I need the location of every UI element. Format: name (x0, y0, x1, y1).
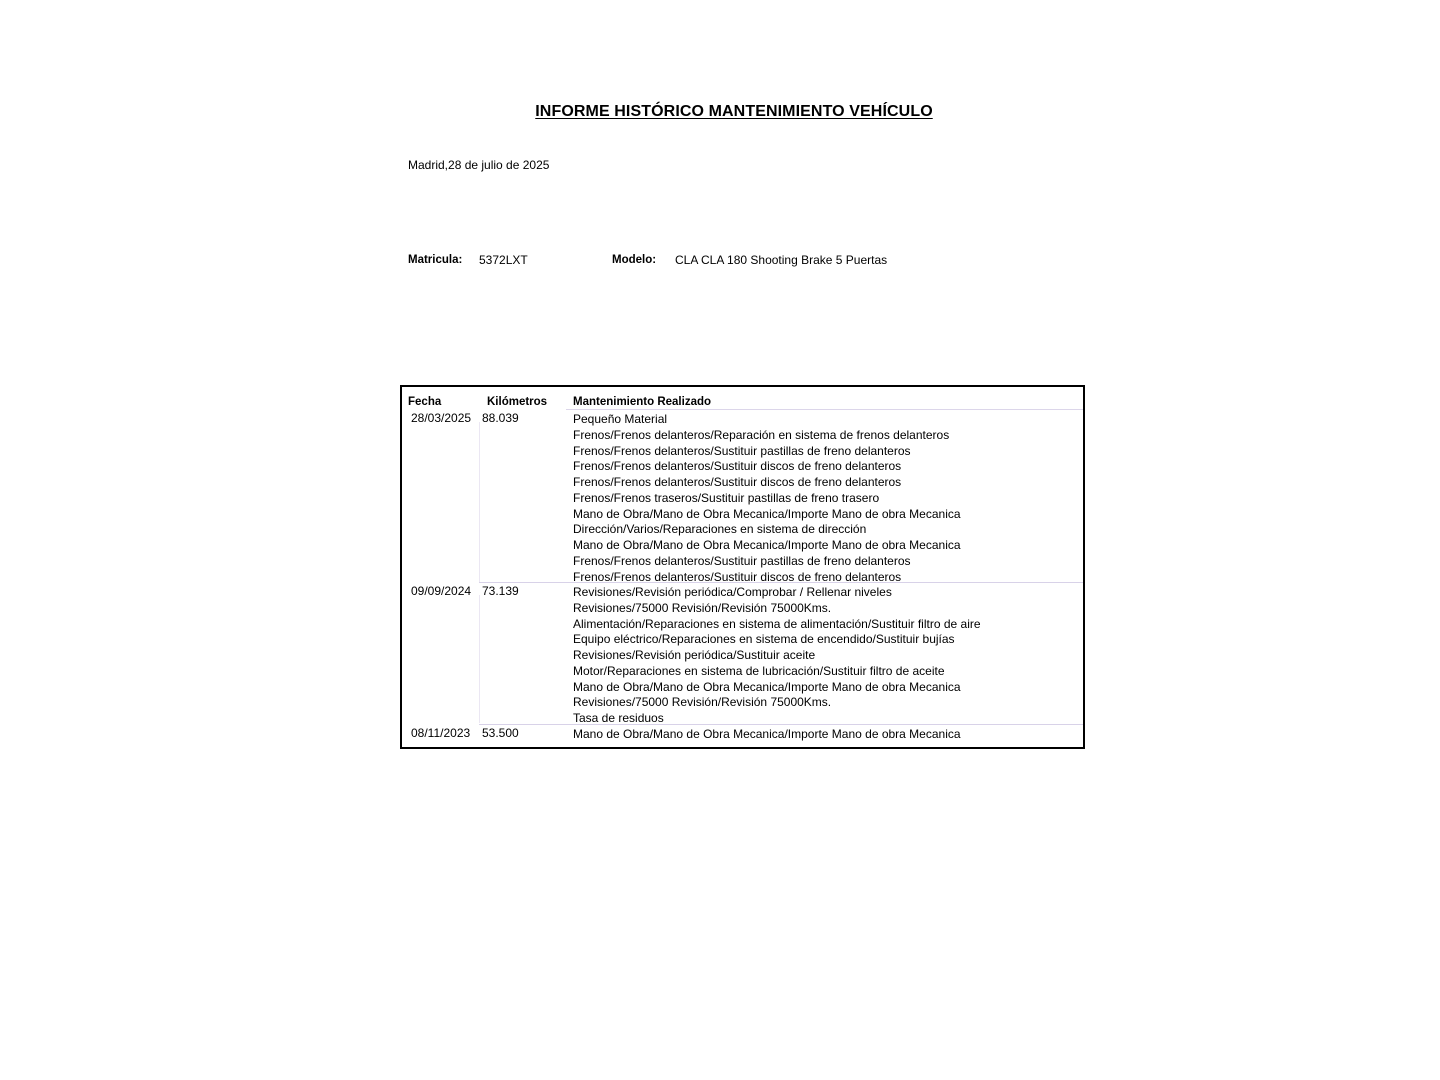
maintenance-table (400, 385, 1085, 749)
row-km: 53.500 (482, 726, 519, 740)
row-km: 88.039 (482, 411, 519, 425)
list-item: Tasa de residuos (573, 711, 664, 725)
list-item: Mano de Obra/Mano de Obra Mecanica/Importe Mano de obra Mecanica (573, 679, 961, 694)
row-date: 28/03/2025 (411, 411, 472, 425)
model-label: Modelo: (612, 254, 657, 266)
row-work-list (573, 412, 961, 585)
header-date: Fecha (408, 396, 442, 408)
row-work-list (573, 585, 981, 727)
column-divider (479, 595, 480, 723)
header-work: Mantenimiento Realizado (573, 396, 712, 408)
list-item: Frenos/Frenos delanteros/Sustituir pastillas de freno delanteros (573, 443, 911, 458)
row-work-list (573, 727, 961, 743)
list-item: Mano de Obra/Mano de Obra Mecanica/Importe Mano de obra Mecanica (573, 506, 961, 521)
list-item: Revisiones/75000 Revisión/Revisión 75000Kms. (573, 600, 832, 615)
table-row-group (402, 410, 1083, 583)
list-item: Alimentación/Reparaciones en sistema de alimentación/Sustituir filtro de aire (573, 616, 981, 631)
list-item: Frenos/Frenos traseros/Sustituir pastillas de freno trasero (573, 490, 880, 505)
list-item: Pequeño Material (573, 412, 668, 426)
plate-label: Matricula: (408, 254, 463, 266)
report-title: INFORME HISTÓRICO MANTENIMIENTO VEHÍCULO (535, 103, 933, 120)
header-km: Kilómetros (487, 396, 548, 408)
row-date: 09/09/2024 (411, 584, 472, 598)
list-item: Mano de Obra/Mano de Obra Mecanica/Importe Mano de obra Mecanica (573, 538, 961, 552)
list-item: Revisiones/Revisión periódica/Sustituir aceite (573, 648, 816, 662)
list-item: Mano de Obra/Mano de Obra Mecanica/Importe Mano de obra Mecanica (573, 727, 961, 741)
column-divider (479, 422, 480, 582)
list-item: Frenos/Frenos delanteros/Sustituir discos de freno delanteros (573, 569, 902, 584)
row-km: 73.139 (482, 584, 519, 598)
list-item: Frenos/Frenos delanteros/Sustituir discos de freno delanteros (573, 475, 902, 489)
list-item: Frenos/Frenos delanteros/Reparación en sistema de frenos delanteros (573, 427, 950, 442)
list-item: Motor/Reparaciones en sistema de lubricación/Sustituir filtro de aceite (573, 663, 945, 678)
table-row-group (402, 725, 1083, 747)
model-value: CLA CLA 180 Shooting Brake 5 Puertas (675, 253, 888, 267)
list-item: Equipo eléctrico/Reparaciones en sistema de encendido/Sustituir bujías (573, 632, 955, 647)
place-and-date: Madrid,28 de julio de 2025 (408, 158, 550, 172)
list-item: Frenos/Frenos delanteros/Sustituir discos de freno delanteros (573, 459, 902, 474)
list-item: Revisiones/75000 Revisión/Revisión 75000Kms. (573, 695, 832, 710)
list-item: Frenos/Frenos delanteros/Sustituir pastillas de freno delanteros (573, 553, 911, 568)
list-item: Dirección/Varios/Reparaciones en sistema de dirección (573, 522, 867, 537)
row-date: 08/11/2023 (411, 726, 471, 740)
plate-value: 5372LXT (479, 253, 528, 267)
list-item: Revisiones/Revisión periódica/Comprobar / Rellenar niveles (573, 585, 892, 599)
table-row-group (402, 583, 1083, 725)
